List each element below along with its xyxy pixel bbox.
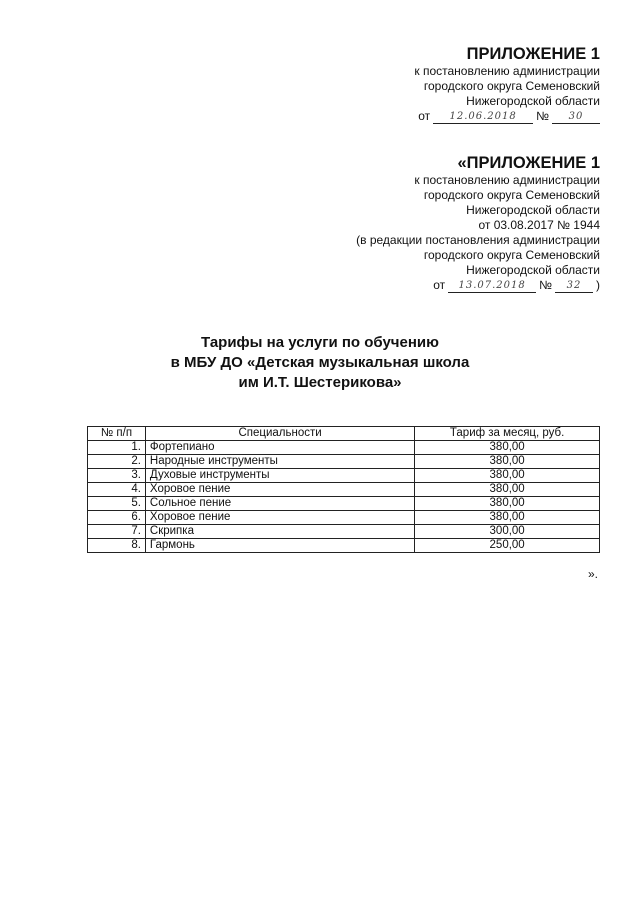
- row-specialty: Скрипка: [145, 525, 414, 539]
- appendix-original-closing-paren: ): [596, 278, 600, 292]
- row-tariff: 250,00: [415, 539, 600, 553]
- row-number: 8.: [88, 539, 146, 553]
- appendix-current-handwritten-number: 30: [552, 111, 600, 124]
- table-row: [88, 511, 600, 525]
- appendix-original-line-7: Нижегородской области: [466, 263, 600, 277]
- table-row: [88, 525, 600, 539]
- row-specialty: Сольное пение: [145, 497, 414, 511]
- row-number: 5.: [88, 497, 146, 511]
- appendix-original-line-6: городского округа Семеновский: [423, 248, 600, 262]
- row-specialty: Хоровое пение: [145, 483, 414, 497]
- row-number: 2.: [88, 455, 146, 469]
- title-line-1: Тарифы на услуги по обучению: [201, 334, 439, 351]
- table-header-row: [88, 427, 600, 441]
- row-tariff: 380,00: [415, 455, 600, 469]
- row-number: 3.: [88, 469, 146, 483]
- appendix-current-line-1: к постановлению администрации: [414, 64, 600, 78]
- row-specialty: Народные инструменты: [145, 455, 414, 469]
- row-tariff: 380,00: [415, 441, 600, 455]
- table-row: [88, 455, 600, 469]
- row-specialty: Хоровое пение: [145, 511, 414, 525]
- appendix-original-line-1: к постановлению администрации: [414, 173, 600, 187]
- row-tariff: 380,00: [415, 469, 600, 483]
- title-line-2: в МБУ ДО «Детская музыкальная школа: [170, 354, 470, 371]
- header-specialty: Специальности: [145, 427, 414, 441]
- row-tariff: 300,00: [415, 525, 600, 539]
- table-row: [88, 497, 600, 511]
- appendix-current-number-label: №: [536, 109, 549, 123]
- row-specialty: Фортепиано: [145, 441, 414, 455]
- row-specialty: Гармонь: [145, 539, 414, 553]
- table-row: [88, 539, 600, 553]
- table-row: [88, 441, 600, 455]
- appendix-original-line-3: Нижегородской области: [466, 203, 600, 217]
- appendix-original-heading: «ПРИЛОЖЕНИЕ 1: [457, 154, 600, 172]
- row-number: 6.: [88, 511, 146, 525]
- appendix-original-line-2: городского округа Семеновский: [423, 188, 600, 202]
- header-number: № п/п: [88, 427, 146, 441]
- appendix-current-line-2: городского округа Семеновский: [423, 79, 600, 93]
- appendix-original-block: [356, 153, 600, 293]
- title-line-3: им И.Т. Шестерикова»: [238, 374, 402, 391]
- row-tariff: 380,00: [415, 483, 600, 497]
- appendix-current-block: [414, 44, 600, 124]
- closing-quote-mark: ».: [587, 567, 598, 581]
- row-number: 7.: [88, 525, 146, 539]
- row-tariff: 380,00: [415, 511, 600, 525]
- appendix-original-date-prefix: от: [433, 278, 446, 292]
- row-number: 4.: [88, 483, 146, 497]
- appendix-current-date-prefix: от: [418, 109, 431, 123]
- appendix-original-handwritten-date: 13.07.2018: [448, 280, 536, 293]
- appendix-original-line-5: (в редакции постановления администрации: [356, 233, 600, 247]
- appendix-original-handwritten-number: 32: [555, 280, 593, 293]
- appendix-original-line-4: от 03.08.2017 № 1944: [478, 218, 600, 232]
- table-row: [88, 483, 600, 497]
- appendix-current-line-3: Нижегородской области: [466, 94, 600, 108]
- row-number: 1.: [88, 441, 146, 455]
- row-tariff: 380,00: [415, 497, 600, 511]
- appendix-current-date-row: [414, 109, 600, 124]
- appendix-original-number-label: №: [539, 278, 552, 292]
- tariffs-table: [87, 426, 600, 553]
- appendix-current-heading: ПРИЛОЖЕНИЕ 1: [466, 45, 600, 63]
- table-row: [88, 469, 600, 483]
- appendix-original-date-row: [356, 278, 600, 293]
- document-title: [0, 333, 640, 393]
- header-tariff: Тариф за месяц, руб.: [415, 427, 600, 441]
- appendix-current-handwritten-date: 12.06.2018: [433, 111, 533, 124]
- row-specialty: Духовые инструменты: [145, 469, 414, 483]
